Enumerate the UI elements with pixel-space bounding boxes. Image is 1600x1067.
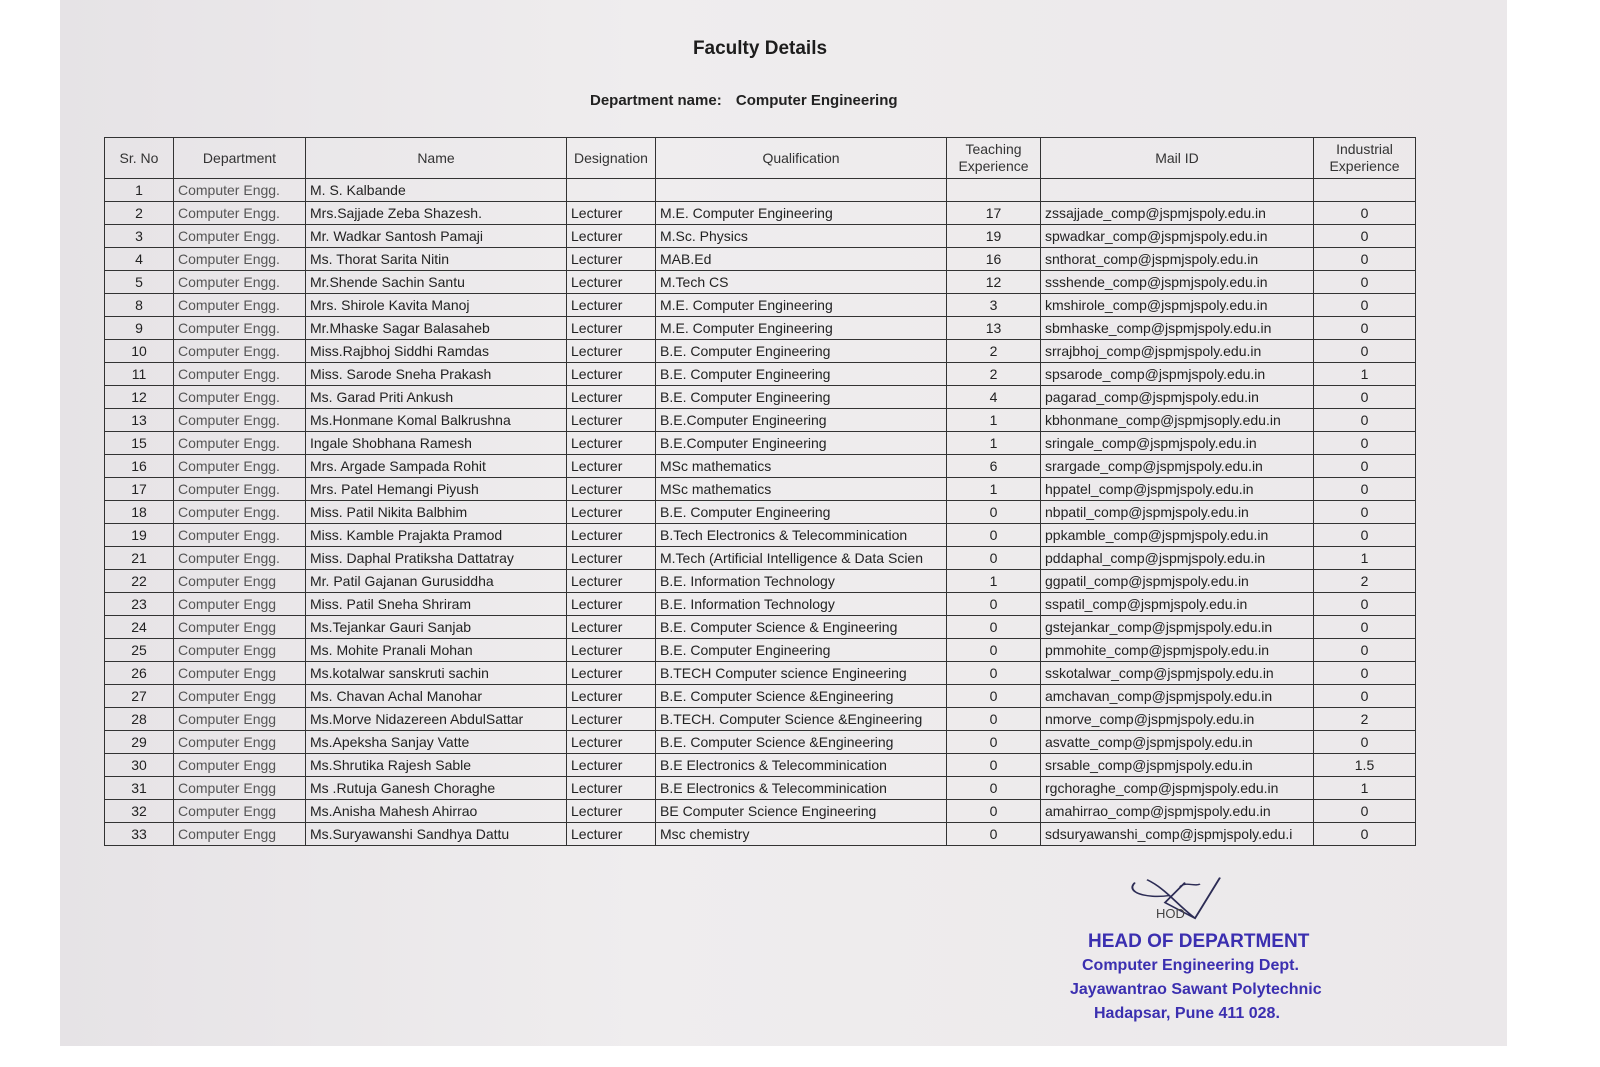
qualification-cell: M.Tech CS (656, 271, 947, 294)
department-cell: Computer Engg (174, 708, 306, 731)
industrial-experience-cell: 0 (1314, 616, 1416, 639)
industrial-experience-cell: 1 (1314, 363, 1416, 386)
table-header-row (105, 138, 1416, 179)
industrial-experience-cell: 0 (1314, 685, 1416, 708)
industrial-experience-cell: 0 (1314, 478, 1416, 501)
teaching-experience-cell: 0 (947, 593, 1041, 616)
teaching-experience-cell: 0 (947, 731, 1041, 754)
teaching-experience-cell: 0 (947, 547, 1041, 570)
mail-id-cell: zssajjade_comp@jspmjspoly.edu.in (1041, 202, 1314, 225)
designation-cell: Lecturer (567, 409, 656, 432)
name-cell: Mr.Mhaske Sagar Balasaheb (306, 317, 567, 340)
name-cell: Ms.kotalwar sanskruti sachin (306, 662, 567, 685)
name-cell: M. S. Kalbande (306, 179, 567, 202)
qualification-cell: MSc mathematics (656, 478, 947, 501)
department-cell: Computer Engg (174, 639, 306, 662)
qualification-cell: B.E. Computer Science & Engineering (656, 616, 947, 639)
name-cell: Ms.Suryawanshi Sandhya Dattu (306, 823, 567, 846)
qualification-cell: M.E. Computer Engineering (656, 317, 947, 340)
teaching-experience-cell: 19 (947, 225, 1041, 248)
name-cell: Mrs. Shirole Kavita Manoj (306, 294, 567, 317)
qualification-cell: B.E. Computer Engineering (656, 386, 947, 409)
teaching-experience-cell: 1 (947, 432, 1041, 455)
sr-no-cell: 30 (105, 754, 174, 777)
teaching-experience-cell: 16 (947, 248, 1041, 271)
sr-no-cell: 1 (105, 179, 174, 202)
industrial-experience-cell: 0 (1314, 432, 1416, 455)
table-row (105, 639, 1416, 662)
teaching-experience-cell: 1 (947, 409, 1041, 432)
mail-id-cell: amahirrao_comp@jspmjspoly.edu.in (1041, 800, 1314, 823)
qualification-cell: M.Tech (Artificial Intelligence & Data Scien (656, 547, 947, 570)
qualification-cell: B.E Electronics & Telecomminication (656, 777, 947, 800)
column-header: Name (306, 138, 567, 179)
department-cell: Computer Engg. (174, 547, 306, 570)
department-cell: Computer Engg. (174, 271, 306, 294)
page-title: Faculty Details (692, 38, 828, 59)
qualification-cell: B.Tech Electronics & Telecomminication (656, 524, 947, 547)
name-cell: Miss. Sarode Sneha Prakash (306, 363, 567, 386)
department-cell: Computer Engg (174, 731, 306, 754)
mail-id-cell: srrajbhoj_comp@jspmjspoly.edu.in (1041, 340, 1314, 363)
teaching-experience-cell (947, 179, 1041, 202)
table-row (105, 202, 1416, 225)
department-cell: Computer Engg. (174, 225, 306, 248)
teaching-experience-cell: 4 (947, 386, 1041, 409)
name-cell: Ms.Honmane Komal Balkrushna (306, 409, 567, 432)
designation-cell: Lecturer (567, 639, 656, 662)
mail-id-cell: sspatil_comp@jspmjspoly.edu.in (1041, 593, 1314, 616)
name-cell: Ms. Garad Priti Ankush (306, 386, 567, 409)
department-cell: Computer Engg. (174, 455, 306, 478)
name-cell: Mr.Shende Sachin Santu (306, 271, 567, 294)
stamp-line-3: Jayawantrao Sawant Polytechnic (1070, 981, 1322, 998)
mail-id-cell: kbhonmane_comp@jspmjsoply.edu.in (1041, 409, 1314, 432)
mail-id-cell: sdsuryawanshi_comp@jspmjspoly.edu.i (1041, 823, 1314, 846)
teaching-experience-cell: 0 (947, 777, 1041, 800)
teaching-experience-cell: 1 (947, 570, 1041, 593)
sr-no-cell: 29 (105, 731, 174, 754)
department-cell: Computer Engg (174, 754, 306, 777)
department-cell: Computer Engg (174, 823, 306, 846)
sr-no-cell: 24 (105, 616, 174, 639)
department-cell: Computer Engg. (174, 363, 306, 386)
industrial-experience-cell: 0 (1314, 524, 1416, 547)
qualification-cell: MSc mathematics (656, 455, 947, 478)
stamp-line-2: Computer Engineering Dept. (1082, 957, 1299, 974)
qualification-cell: B.E.Computer Engineering (656, 432, 947, 455)
table-row (105, 294, 1416, 317)
column-header: Department (174, 138, 306, 179)
name-cell: Mrs. Argade Sampada Rohit (306, 455, 567, 478)
designation-cell: Lecturer (567, 708, 656, 731)
table-row (105, 409, 1416, 432)
department-cell: Computer Engg (174, 616, 306, 639)
table-row (105, 685, 1416, 708)
name-cell: Mr. Patil Gajanan Gurusiddha (306, 570, 567, 593)
qualification-cell: B.E. Information Technology (656, 593, 947, 616)
industrial-experience-cell: 0 (1314, 823, 1416, 846)
table-row (105, 478, 1416, 501)
column-header: Industrial Experience (1314, 138, 1416, 179)
mail-id-cell: srsable_comp@jspmjspoly.edu.in (1041, 754, 1314, 777)
industrial-experience-cell: 0 (1314, 409, 1416, 432)
table-row (105, 547, 1416, 570)
name-cell: Ms.Tejankar Gauri Sanjab (306, 616, 567, 639)
industrial-experience-cell: 2 (1314, 570, 1416, 593)
designation-cell: Lecturer (567, 731, 656, 754)
teaching-experience-cell: 3 (947, 294, 1041, 317)
designation-cell: Lecturer (567, 340, 656, 363)
name-cell: Miss. Patil Nikita Balbhim (306, 501, 567, 524)
designation-cell: Lecturer (567, 823, 656, 846)
mail-id-cell: spwadkar_comp@jspmjspoly.edu.in (1041, 225, 1314, 248)
industrial-experience-cell: 0 (1314, 317, 1416, 340)
designation-cell: Lecturer (567, 501, 656, 524)
mail-id-cell: pmmohite_comp@jspmjspoly.edu.in (1041, 639, 1314, 662)
qualification-cell: B.E. Information Technology (656, 570, 947, 593)
designation-cell: Lecturer (567, 547, 656, 570)
designation-cell: Lecturer (567, 478, 656, 501)
sr-no-cell: 19 (105, 524, 174, 547)
table-row (105, 271, 1416, 294)
mail-id-cell: sskotalwar_comp@jspmjspoly.edu.in (1041, 662, 1314, 685)
mail-id-cell: gstejankar_comp@jspmjspoly.edu.in (1041, 616, 1314, 639)
qualification-cell (656, 179, 947, 202)
teaching-experience-cell: 1 (947, 478, 1041, 501)
name-cell: Mrs.Sajjade Zeba Shazesh. (306, 202, 567, 225)
column-header: Designation (567, 138, 656, 179)
table-row (105, 225, 1416, 248)
mail-id-cell: ssshende_comp@jspmjspoly.edu.in (1041, 271, 1314, 294)
industrial-experience-cell: 1 (1314, 777, 1416, 800)
table-row (105, 593, 1416, 616)
qualification-cell: B.E. Computer Science &Engineering (656, 685, 947, 708)
stamp-line-4: Hadapsar, Pune 411 028. (1094, 1005, 1280, 1022)
qualification-cell: M.E. Computer Engineering (656, 294, 947, 317)
sr-no-cell: 15 (105, 432, 174, 455)
sr-no-cell: 27 (105, 685, 174, 708)
sr-no-cell: 10 (105, 340, 174, 363)
column-header: Sr. No (105, 138, 174, 179)
designation-cell: Lecturer (567, 363, 656, 386)
teaching-experience-cell: 0 (947, 616, 1041, 639)
department-label: Department name: (590, 92, 722, 109)
teaching-experience-cell: 0 (947, 800, 1041, 823)
table-row (105, 662, 1416, 685)
industrial-experience-cell (1314, 179, 1416, 202)
teaching-experience-cell: 0 (947, 524, 1041, 547)
qualification-cell: B.E. Computer Engineering (656, 340, 947, 363)
teaching-experience-cell: 6 (947, 455, 1041, 478)
sr-no-cell: 2 (105, 202, 174, 225)
sr-no-cell: 17 (105, 478, 174, 501)
qualification-cell: B.TECH Computer science Engineering (656, 662, 947, 685)
table-row (105, 363, 1416, 386)
qualification-cell: M.Sc. Physics (656, 225, 947, 248)
department-line (590, 92, 908, 109)
designation-cell: Lecturer (567, 455, 656, 478)
teaching-experience-cell: 12 (947, 271, 1041, 294)
name-cell: Ms.Shrutika Rajesh Sable (306, 754, 567, 777)
department-cell: Computer Engg. (174, 317, 306, 340)
sr-no-cell: 31 (105, 777, 174, 800)
department-cell: Computer Engg (174, 662, 306, 685)
qualification-cell: B.E. Computer Engineering (656, 501, 947, 524)
qualification-cell: B.E. Computer Engineering (656, 639, 947, 662)
mail-id-cell: pddaphal_comp@jspmjspoly.edu.in (1041, 547, 1314, 570)
designation-cell: Lecturer (567, 386, 656, 409)
designation-cell: Lecturer (567, 294, 656, 317)
hod-label: HOD (1156, 906, 1185, 921)
table-row (105, 570, 1416, 593)
sr-no-cell: 33 (105, 823, 174, 846)
mail-id-cell: spsarode_comp@jspmjspoly.edu.in (1041, 363, 1314, 386)
table-row (105, 455, 1416, 478)
designation-cell: Lecturer (567, 248, 656, 271)
qualification-cell: BE Computer Science Engineering (656, 800, 947, 823)
industrial-experience-cell: 0 (1314, 662, 1416, 685)
teaching-experience-cell: 0 (947, 685, 1041, 708)
column-header: Teaching Experience (947, 138, 1041, 179)
mail-id-cell: sringale_comp@jspmjspoly.edu.in (1041, 432, 1314, 455)
industrial-experience-cell: 0 (1314, 731, 1416, 754)
industrial-experience-cell: 0 (1314, 800, 1416, 823)
qualification-cell: B.E Electronics & Telecomminication (656, 754, 947, 777)
industrial-experience-cell: 0 (1314, 271, 1416, 294)
qualification-cell: B.TECH. Computer Science &Engineering (656, 708, 947, 731)
mail-id-cell: ggpatil_comp@jspmjspoly.edu.in (1041, 570, 1314, 593)
sr-no-cell: 4 (105, 248, 174, 271)
table-row (105, 248, 1416, 271)
designation-cell: Lecturer (567, 800, 656, 823)
name-cell: Ms.Morve Nidazereen AbdulSattar (306, 708, 567, 731)
department-cell: Computer Engg. (174, 386, 306, 409)
name-cell: Ms .Rutuja Ganesh Choraghe (306, 777, 567, 800)
name-cell: Miss. Daphal Pratiksha Dattatray (306, 547, 567, 570)
table-row (105, 432, 1416, 455)
teaching-experience-cell: 17 (947, 202, 1041, 225)
department-cell: Computer Engg. (174, 501, 306, 524)
mail-id-cell: nbpatil_comp@jspmjspoly.edu.in (1041, 501, 1314, 524)
qualification-cell: B.E.Computer Engineering (656, 409, 947, 432)
qualification-cell: M.E. Computer Engineering (656, 202, 947, 225)
sr-no-cell: 21 (105, 547, 174, 570)
department-cell: Computer Engg. (174, 409, 306, 432)
department-cell: Computer Engg. (174, 248, 306, 271)
designation-cell: Lecturer (567, 271, 656, 294)
name-cell: Miss.Rajbhoj Siddhi Ramdas (306, 340, 567, 363)
industrial-experience-cell: 0 (1314, 294, 1416, 317)
table-row (105, 524, 1416, 547)
department-cell: Computer Engg (174, 593, 306, 616)
name-cell: Ms. Thorat Sarita Nitin (306, 248, 567, 271)
qualification-cell: B.E. Computer Engineering (656, 363, 947, 386)
designation-cell: Lecturer (567, 777, 656, 800)
table-row (105, 754, 1416, 777)
designation-cell: Lecturer (567, 317, 656, 340)
teaching-experience-cell: 2 (947, 340, 1041, 363)
department-cell: Computer Engg. (174, 202, 306, 225)
industrial-experience-cell: 0 (1314, 593, 1416, 616)
table-row (105, 179, 1416, 202)
sr-no-cell: 16 (105, 455, 174, 478)
qualification-cell: B.E. Computer Science &Engineering (656, 731, 947, 754)
industrial-experience-cell: 0 (1314, 248, 1416, 271)
mail-id-cell: snthorat_comp@jspmjspoly.edu.in (1041, 248, 1314, 271)
qualification-cell: Msc chemistry (656, 823, 947, 846)
name-cell: Ms. Chavan Achal Manohar (306, 685, 567, 708)
sr-no-cell: 23 (105, 593, 174, 616)
sr-no-cell: 28 (105, 708, 174, 731)
sr-no-cell: 32 (105, 800, 174, 823)
industrial-experience-cell: 0 (1314, 501, 1416, 524)
designation-cell: Lecturer (567, 662, 656, 685)
teaching-experience-cell: 2 (947, 363, 1041, 386)
mail-id-cell: sbmhaske_comp@jspmjspoly.edu.in (1041, 317, 1314, 340)
industrial-experience-cell: 0 (1314, 225, 1416, 248)
sr-no-cell: 25 (105, 639, 174, 662)
sr-no-cell: 3 (105, 225, 174, 248)
table-row (105, 800, 1416, 823)
name-cell: Miss. Kamble Prajakta Pramod (306, 524, 567, 547)
teaching-experience-cell: 0 (947, 639, 1041, 662)
designation-cell (567, 179, 656, 202)
teaching-experience-cell: 0 (947, 754, 1041, 777)
designation-cell: Lecturer (567, 225, 656, 248)
department-value: Computer Engineering (735, 92, 898, 109)
department-cell: Computer Engg. (174, 294, 306, 317)
department-cell: Computer Engg. (174, 524, 306, 547)
teaching-experience-cell: 0 (947, 708, 1041, 731)
industrial-experience-cell: 0 (1314, 639, 1416, 662)
teaching-experience-cell: 13 (947, 317, 1041, 340)
industrial-experience-cell: 0 (1314, 455, 1416, 478)
name-cell: Ms.Anisha Mahesh Ahirrao (306, 800, 567, 823)
department-cell: Computer Engg. (174, 179, 306, 202)
department-cell: Computer Engg (174, 800, 306, 823)
table-row (105, 823, 1416, 846)
table-row (105, 340, 1416, 363)
designation-cell: Lecturer (567, 593, 656, 616)
designation-cell: Lecturer (567, 754, 656, 777)
designation-cell: Lecturer (567, 524, 656, 547)
designation-cell: Lecturer (567, 202, 656, 225)
industrial-experience-cell: 0 (1314, 202, 1416, 225)
industrial-experience-cell: 0 (1314, 340, 1416, 363)
name-cell: Miss. Patil Sneha Shriram (306, 593, 567, 616)
teaching-experience-cell: 0 (947, 501, 1041, 524)
industrial-experience-cell: 0 (1314, 386, 1416, 409)
table-row (105, 777, 1416, 800)
designation-cell: Lecturer (567, 570, 656, 593)
sr-no-cell: 8 (105, 294, 174, 317)
sr-no-cell: 11 (105, 363, 174, 386)
table-row (105, 731, 1416, 754)
teaching-experience-cell: 0 (947, 662, 1041, 685)
designation-cell: Lecturer (567, 616, 656, 639)
name-cell: Ingale Shobhana Ramesh (306, 432, 567, 455)
name-cell: Ms. Mohite Pranali Mohan (306, 639, 567, 662)
sr-no-cell: 13 (105, 409, 174, 432)
designation-cell: Lecturer (567, 432, 656, 455)
stamp-line-1: HEAD OF DEPARTMENT (1088, 931, 1310, 952)
name-cell: Mrs. Patel Hemangi Piyush (306, 478, 567, 501)
mail-id-cell: rgchoraghe_comp@jspmjspoly.edu.in (1041, 777, 1314, 800)
department-cell: Computer Engg. (174, 432, 306, 455)
industrial-experience-cell: 1.5 (1314, 754, 1416, 777)
column-header: Qualification (656, 138, 947, 179)
designation-cell: Lecturer (567, 685, 656, 708)
department-stamp (1070, 930, 1322, 1026)
teaching-experience-cell: 0 (947, 823, 1041, 846)
table-row (105, 501, 1416, 524)
department-cell: Computer Engg (174, 777, 306, 800)
faculty-table (104, 137, 1416, 846)
industrial-experience-cell: 2 (1314, 708, 1416, 731)
table-row (105, 616, 1416, 639)
department-cell: Computer Engg (174, 685, 306, 708)
qualification-cell: MAB.Ed (656, 248, 947, 271)
industrial-experience-cell: 1 (1314, 547, 1416, 570)
table-row (105, 317, 1416, 340)
department-cell: Computer Engg. (174, 478, 306, 501)
mail-id-cell: kmshirole_comp@jspmjspoly.edu.in (1041, 294, 1314, 317)
mail-id-cell (1041, 179, 1314, 202)
department-cell: Computer Engg. (174, 340, 306, 363)
mail-id-cell: asvatte_comp@jspmjspoly.edu.in (1041, 731, 1314, 754)
sr-no-cell: 12 (105, 386, 174, 409)
mail-id-cell: pagarad_comp@jspmjspoly.edu.in (1041, 386, 1314, 409)
sr-no-cell: 18 (105, 501, 174, 524)
sr-no-cell: 9 (105, 317, 174, 340)
sr-no-cell: 26 (105, 662, 174, 685)
sr-no-cell: 22 (105, 570, 174, 593)
column-header: Mail ID (1041, 138, 1314, 179)
mail-id-cell: amchavan_comp@jspmjspoly.edu.in (1041, 685, 1314, 708)
department-cell: Computer Engg (174, 570, 306, 593)
table-row (105, 708, 1416, 731)
mail-id-cell: ppkamble_comp@jspmjspoly.edu.in (1041, 524, 1314, 547)
mail-id-cell: hppatel_comp@jspmjspoly.edu.in (1041, 478, 1314, 501)
mail-id-cell: nmorve_comp@jspmjspoly.edu.in (1041, 708, 1314, 731)
name-cell: Mr. Wadkar Santosh Pamaji (306, 225, 567, 248)
table-row (105, 386, 1416, 409)
mail-id-cell: srargade_comp@jspmjspoly.edu.in (1041, 455, 1314, 478)
name-cell: Ms.Apeksha Sanjay Vatte (306, 731, 567, 754)
sr-no-cell: 5 (105, 271, 174, 294)
